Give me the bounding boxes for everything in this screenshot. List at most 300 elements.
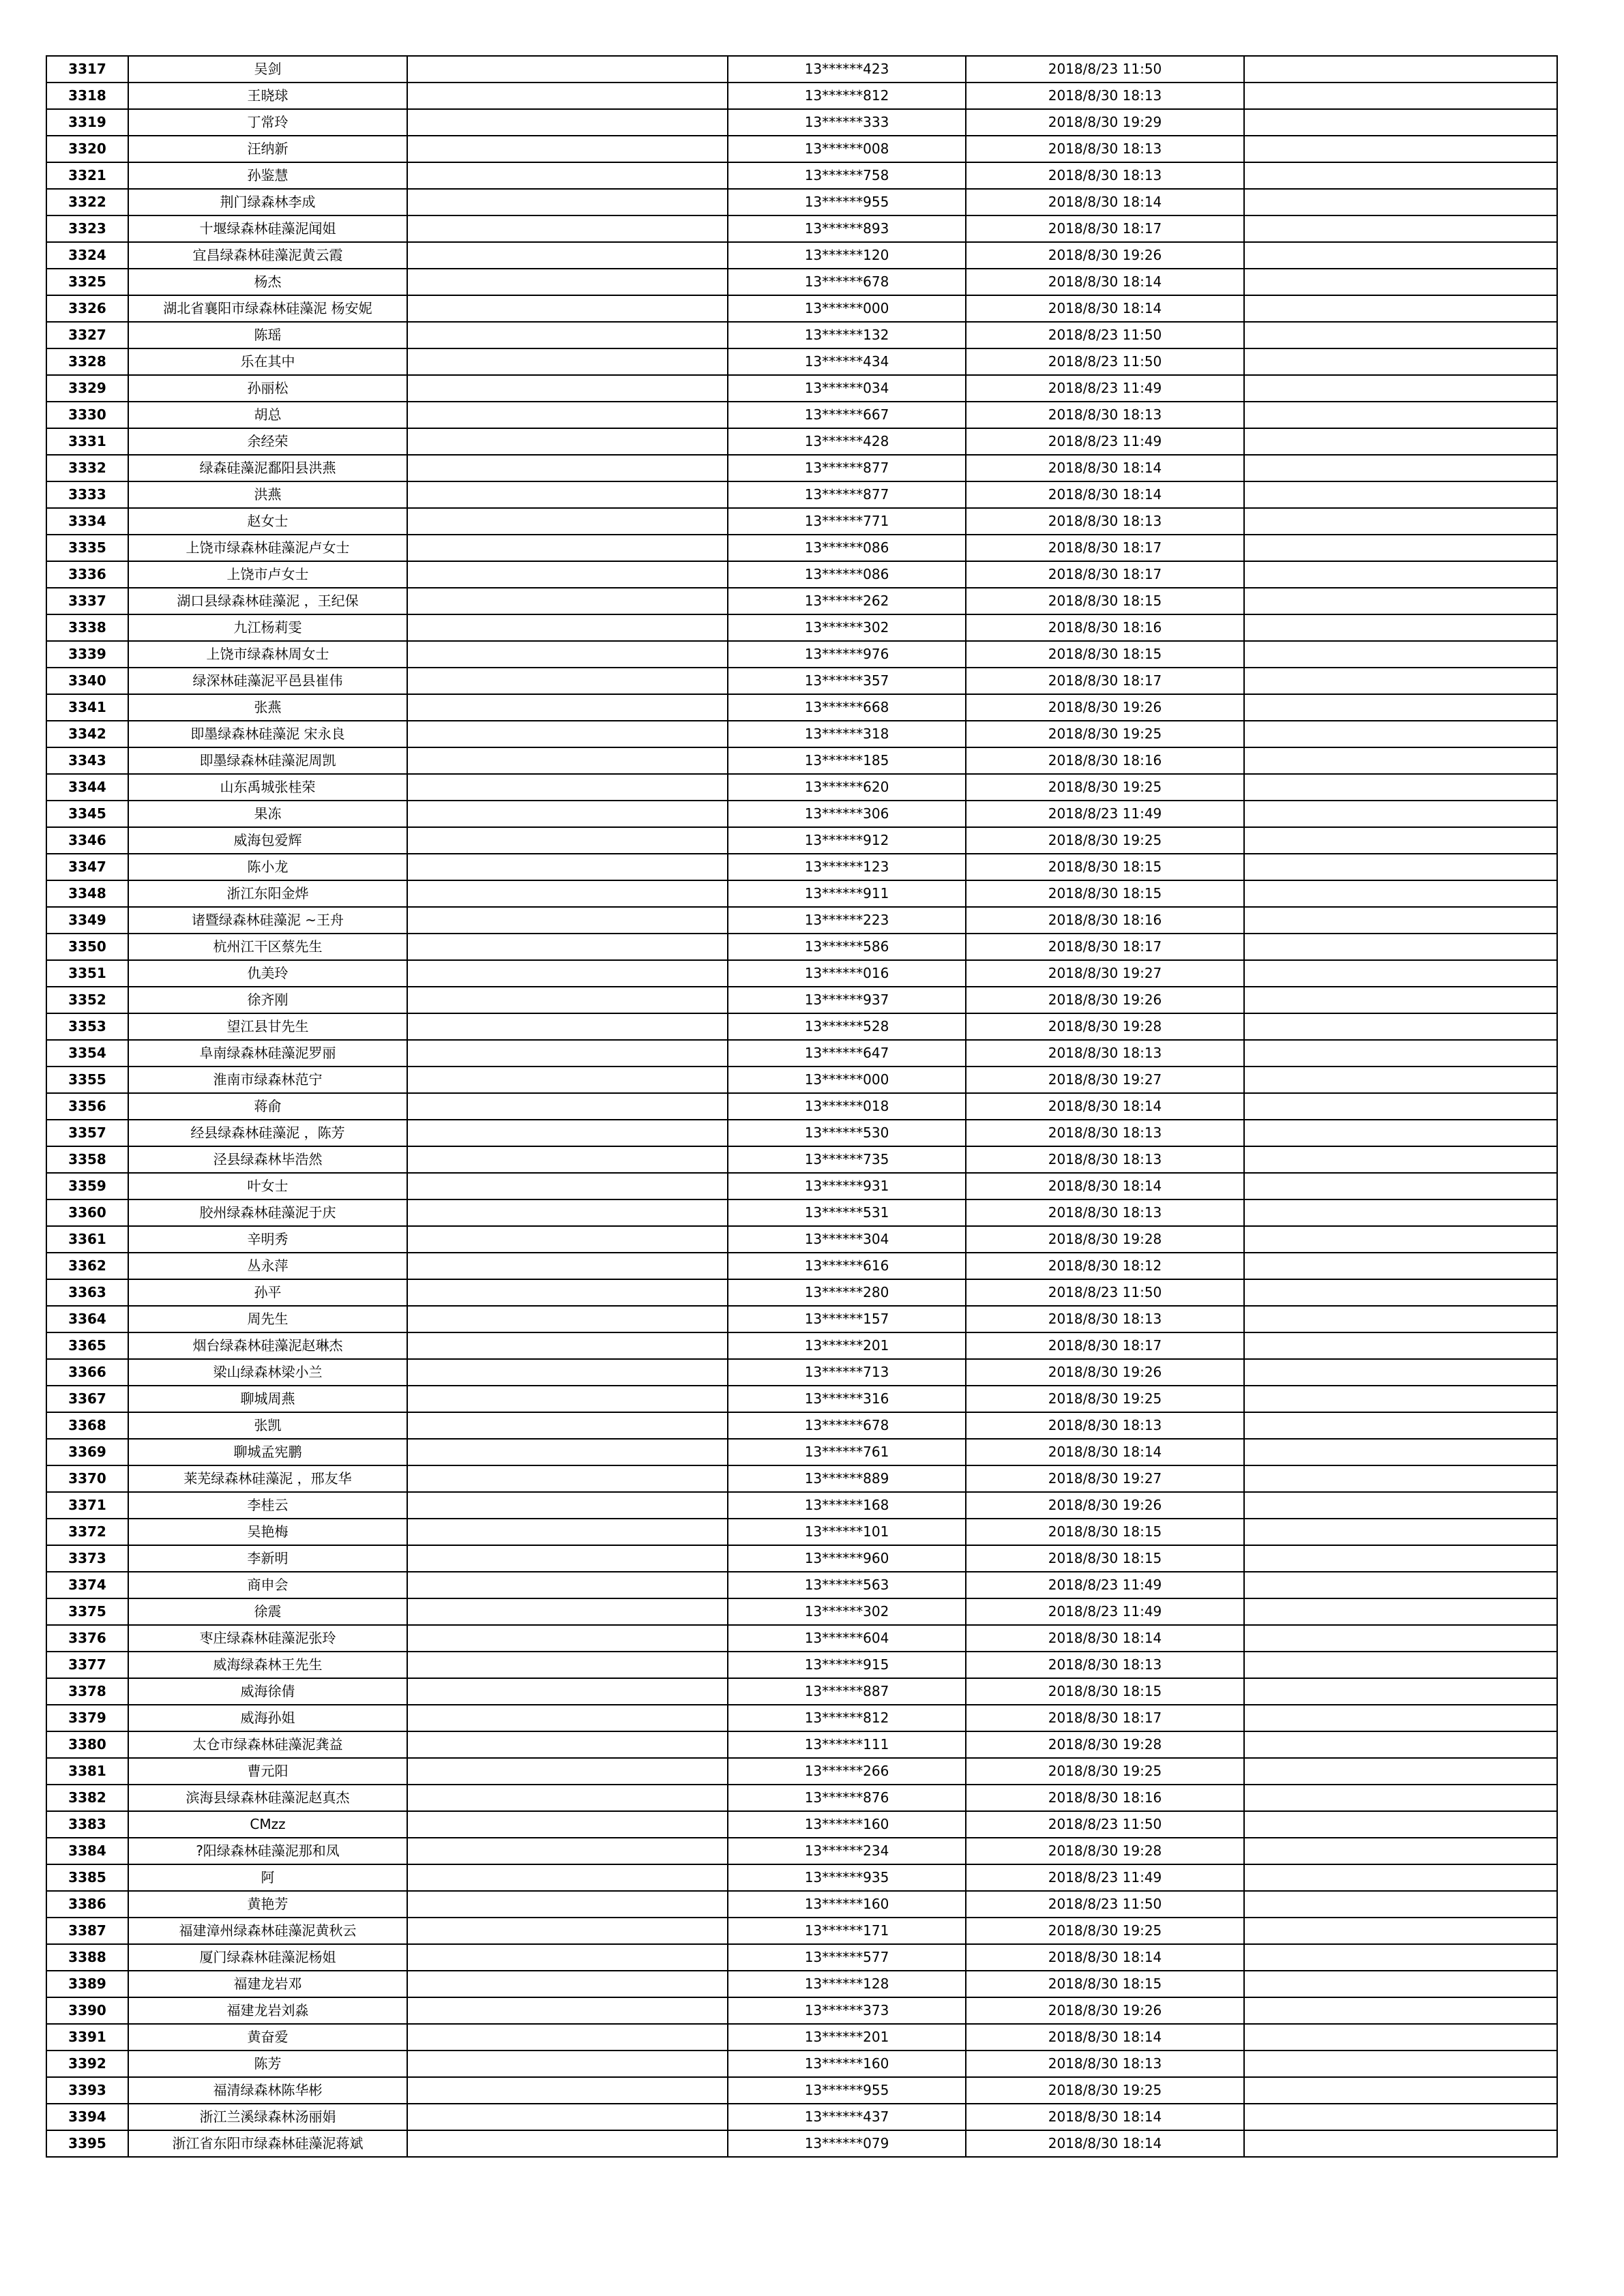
row-number-cell: 3355	[46, 1067, 128, 1093]
row-number-cell: 3363	[46, 1279, 128, 1306]
extra-cell	[1244, 535, 1557, 561]
table-row	[46, 1891, 1557, 1918]
table-row	[46, 189, 1557, 215]
name-cell: 太仓市绿森林硅藻泥龚益	[128, 1731, 407, 1758]
row-number-cell: 3354	[46, 1040, 128, 1067]
row-number-cell: 3329	[46, 375, 128, 402]
extra-cell	[1244, 109, 1557, 136]
extra-cell	[1244, 880, 1557, 907]
table-row	[46, 1439, 1557, 1465]
row-number-cell: 3383	[46, 1811, 128, 1838]
name-cell: 福建龙岩邓	[128, 1971, 407, 1997]
extra-cell	[1244, 348, 1557, 375]
extra-cell	[1244, 269, 1557, 295]
name-cell: 阜南绿森林硅藻泥罗丽	[128, 1040, 407, 1067]
name-cell: 胡总	[128, 402, 407, 428]
extra-cell	[1244, 747, 1557, 774]
extra-cell	[1244, 1811, 1557, 1838]
name-cell: 绿深林硅藻泥平邑县崔伟	[128, 668, 407, 694]
time-cell: 2018/8/30 18:15	[966, 1971, 1244, 1997]
phone-cell: 13******000	[728, 1067, 966, 1093]
note-cell	[407, 827, 728, 854]
phone-cell: 13******889	[728, 1465, 966, 1492]
note-cell	[407, 2024, 728, 2051]
row-number-cell: 3387	[46, 1918, 128, 1944]
extra-cell	[1244, 402, 1557, 428]
table-row	[46, 455, 1557, 481]
note-cell	[407, 747, 728, 774]
table-row	[46, 1997, 1557, 2024]
table-row	[46, 269, 1557, 295]
phone-cell: 13******955	[728, 2077, 966, 2104]
extra-cell	[1244, 295, 1557, 322]
table-row	[46, 2051, 1557, 2077]
extra-cell	[1244, 854, 1557, 880]
phone-cell: 13******333	[728, 109, 966, 136]
row-number-cell: 3343	[46, 747, 128, 774]
name-cell: 李新明	[128, 1545, 407, 1572]
name-cell: 张燕	[128, 694, 407, 721]
note-cell	[407, 1811, 728, 1838]
phone-cell: 13******877	[728, 455, 966, 481]
note-cell	[407, 242, 728, 269]
note-cell	[407, 1093, 728, 1120]
note-cell	[407, 1758, 728, 1785]
extra-cell	[1244, 428, 1557, 455]
name-cell: 浙江省东阳市绿森林硅藻泥蒋斌	[128, 2130, 407, 2157]
table-row	[46, 1838, 1557, 1864]
time-cell: 2018/8/30 18:13	[966, 1306, 1244, 1332]
time-cell: 2018/8/30 18:14	[966, 481, 1244, 508]
phone-cell: 13******086	[728, 535, 966, 561]
extra-cell	[1244, 960, 1557, 987]
time-cell: 2018/8/30 19:28	[966, 1838, 1244, 1864]
row-number-cell: 3395	[46, 2130, 128, 2157]
time-cell: 2018/8/30 19:26	[966, 1359, 1244, 1386]
time-cell: 2018/8/30 18:17	[966, 668, 1244, 694]
row-number-cell: 3317	[46, 56, 128, 83]
extra-cell	[1244, 907, 1557, 934]
table-row	[46, 1226, 1557, 1253]
row-number-cell: 3385	[46, 1864, 128, 1891]
row-number-cell: 3339	[46, 641, 128, 668]
table-row	[46, 375, 1557, 402]
row-number-cell: 3321	[46, 162, 128, 189]
time-cell: 2018/8/30 18:16	[966, 1785, 1244, 1811]
row-number-cell: 3344	[46, 774, 128, 801]
extra-cell	[1244, 1838, 1557, 1864]
name-cell: 徐震	[128, 1598, 407, 1625]
name-cell: 梁山绿森林梁小兰	[128, 1359, 407, 1386]
time-cell: 2018/8/30 18:16	[966, 614, 1244, 641]
extra-cell	[1244, 1997, 1557, 2024]
table-row	[46, 1067, 1557, 1093]
table-row	[46, 561, 1557, 588]
phone-cell: 13******185	[728, 747, 966, 774]
name-cell: 吴剑	[128, 56, 407, 83]
time-cell: 2018/8/30 18:15	[966, 854, 1244, 880]
time-cell: 2018/8/30 18:15	[966, 641, 1244, 668]
extra-cell	[1244, 1093, 1557, 1120]
extra-cell	[1244, 588, 1557, 614]
row-number-cell: 3342	[46, 721, 128, 747]
time-cell: 2018/8/30 18:13	[966, 508, 1244, 535]
extra-cell	[1244, 56, 1557, 83]
extra-cell	[1244, 1758, 1557, 1785]
note-cell	[407, 2130, 728, 2157]
phone-cell: 13******812	[728, 1705, 966, 1731]
phone-cell: 13******018	[728, 1093, 966, 1120]
table-row	[46, 1572, 1557, 1598]
table-row	[46, 535, 1557, 561]
note-cell	[407, 614, 728, 641]
table-row	[46, 1492, 1557, 1519]
note-cell	[407, 1412, 728, 1439]
extra-cell	[1244, 1146, 1557, 1173]
name-cell: 经县绿森林硅藻泥 ，陈芳	[128, 1120, 407, 1146]
name-cell: 福建龙岩刘淼	[128, 1997, 407, 2024]
table-row	[46, 854, 1557, 880]
note-cell	[407, 721, 728, 747]
phone-cell: 13******437	[728, 2104, 966, 2130]
extra-cell	[1244, 481, 1557, 508]
name-cell: 诸暨绿森林硅藻泥 ~王舟	[128, 907, 407, 934]
table-row	[46, 960, 1557, 987]
row-number-cell: 3346	[46, 827, 128, 854]
table-row	[46, 1332, 1557, 1359]
name-cell: 浙江兰溪绿森林汤丽娟	[128, 2104, 407, 2130]
extra-cell	[1244, 375, 1557, 402]
time-cell: 2018/8/23 11:49	[966, 1864, 1244, 1891]
row-number-cell: 3338	[46, 614, 128, 641]
note-cell	[407, 1146, 728, 1173]
extra-cell	[1244, 1864, 1557, 1891]
time-cell: 2018/8/23 11:50	[966, 1279, 1244, 1306]
extra-cell	[1244, 1545, 1557, 1572]
note-cell	[407, 1013, 728, 1040]
table-row	[46, 1199, 1557, 1226]
extra-cell	[1244, 1625, 1557, 1652]
table-row	[46, 481, 1557, 508]
name-cell: 张凯	[128, 1412, 407, 1439]
name-cell: 湖口县绿森林硅藻泥 ，王纪保	[128, 588, 407, 614]
extra-cell	[1244, 242, 1557, 269]
time-cell: 2018/8/30 19:26	[966, 1997, 1244, 2024]
row-number-cell: 3379	[46, 1705, 128, 1731]
note-cell	[407, 987, 728, 1013]
extra-cell	[1244, 641, 1557, 668]
time-cell: 2018/8/30 18:14	[966, 1173, 1244, 1199]
row-number-cell: 3320	[46, 136, 128, 162]
note-cell	[407, 1386, 728, 1412]
note-cell	[407, 1598, 728, 1625]
extra-cell	[1244, 1067, 1557, 1093]
row-number-cell: 3361	[46, 1226, 128, 1253]
phone-cell: 13******812	[728, 83, 966, 109]
row-number-cell: 3391	[46, 2024, 128, 2051]
row-number-cell: 3326	[46, 295, 128, 322]
table-row	[46, 136, 1557, 162]
name-cell: 十堰绿森林硅藻泥闻姐	[128, 215, 407, 242]
row-number-cell: 3378	[46, 1678, 128, 1705]
table-row	[46, 641, 1557, 668]
table-row	[46, 801, 1557, 827]
time-cell: 2018/8/30 18:15	[966, 1519, 1244, 1545]
note-cell	[407, 1838, 728, 1864]
row-number-cell: 3340	[46, 668, 128, 694]
extra-cell	[1244, 987, 1557, 1013]
note-cell	[407, 854, 728, 880]
row-number-cell: 3353	[46, 1013, 128, 1040]
name-cell: 望江县甘先生	[128, 1013, 407, 1040]
note-cell	[407, 1572, 728, 1598]
time-cell: 2018/8/30 18:14	[966, 2024, 1244, 2051]
phone-cell: 13******931	[728, 1173, 966, 1199]
time-cell: 2018/8/30 19:25	[966, 774, 1244, 801]
phone-cell: 13******877	[728, 481, 966, 508]
table-row	[46, 721, 1557, 747]
note-cell	[407, 1253, 728, 1279]
time-cell: 2018/8/30 19:25	[966, 1918, 1244, 1944]
note-cell	[407, 1891, 728, 1918]
time-cell: 2018/8/30 19:25	[966, 1758, 1244, 1785]
name-cell: 乐在其中	[128, 348, 407, 375]
phone-cell: 13******647	[728, 1040, 966, 1067]
extra-cell	[1244, 721, 1557, 747]
note-cell	[407, 1439, 728, 1465]
table-row	[46, 2077, 1557, 2104]
name-cell: 山东禹城张桂荣	[128, 774, 407, 801]
name-cell: CMzz	[128, 1811, 407, 1838]
note-cell	[407, 1067, 728, 1093]
extra-cell	[1244, 455, 1557, 481]
extra-cell	[1244, 694, 1557, 721]
extra-cell	[1244, 1013, 1557, 1040]
note-cell	[407, 1785, 728, 1811]
table-row	[46, 215, 1557, 242]
phone-cell: 13******434	[728, 348, 966, 375]
note-cell	[407, 295, 728, 322]
row-number-cell: 3347	[46, 854, 128, 880]
note-cell	[407, 428, 728, 455]
table-row	[46, 1386, 1557, 1412]
name-cell: 陈芳	[128, 2051, 407, 2077]
phone-cell: 13******912	[728, 827, 966, 854]
phone-cell: 13******160	[728, 1811, 966, 1838]
name-cell: 余经荣	[128, 428, 407, 455]
time-cell: 2018/8/30 18:13	[966, 1199, 1244, 1226]
table-row	[46, 1173, 1557, 1199]
row-number-cell: 3331	[46, 428, 128, 455]
table-row	[46, 2130, 1557, 2157]
time-cell: 2018/8/30 18:14	[966, 1439, 1244, 1465]
note-cell	[407, 1040, 728, 1067]
extra-cell	[1244, 1944, 1557, 1971]
name-cell: 九江杨莉雯	[128, 614, 407, 641]
row-number-cell: 3356	[46, 1093, 128, 1120]
table-row	[46, 1040, 1557, 1067]
extra-cell	[1244, 934, 1557, 960]
note-cell	[407, 694, 728, 721]
time-cell: 2018/8/30 18:13	[966, 162, 1244, 189]
time-cell: 2018/8/30 18:15	[966, 880, 1244, 907]
time-cell: 2018/8/30 18:14	[966, 189, 1244, 215]
phone-cell: 13******937	[728, 987, 966, 1013]
name-cell: 周先生	[128, 1306, 407, 1332]
note-cell	[407, 1731, 728, 1758]
note-cell	[407, 1918, 728, 1944]
phone-cell: 13******160	[728, 2051, 966, 2077]
extra-cell	[1244, 1120, 1557, 1146]
name-cell: 威海包爱辉	[128, 827, 407, 854]
table-row	[46, 880, 1557, 907]
extra-cell	[1244, 1705, 1557, 1731]
table-row	[46, 1785, 1557, 1811]
table-row	[46, 694, 1557, 721]
row-number-cell: 3370	[46, 1465, 128, 1492]
extra-cell	[1244, 322, 1557, 348]
note-cell	[407, 1997, 728, 2024]
row-number-cell: 3330	[46, 402, 128, 428]
row-number-cell: 3384	[46, 1838, 128, 1864]
row-number-cell: 3368	[46, 1412, 128, 1439]
table-row	[46, 588, 1557, 614]
row-number-cell: 3357	[46, 1120, 128, 1146]
time-cell: 2018/8/30 18:14	[966, 2104, 1244, 2130]
row-number-cell: 3390	[46, 1997, 128, 2024]
extra-cell	[1244, 827, 1557, 854]
time-cell: 2018/8/30 19:27	[966, 1465, 1244, 1492]
row-number-cell: 3360	[46, 1199, 128, 1226]
time-cell: 2018/8/30 18:14	[966, 269, 1244, 295]
note-cell	[407, 402, 728, 428]
time-cell: 2018/8/30 19:27	[966, 1067, 1244, 1093]
note-cell	[407, 56, 728, 83]
table-row	[46, 907, 1557, 934]
phone-cell: 13******201	[728, 1332, 966, 1359]
extra-cell	[1244, 1332, 1557, 1359]
row-number-cell: 3322	[46, 189, 128, 215]
time-cell: 2018/8/30 18:14	[966, 2130, 1244, 2157]
extra-cell	[1244, 2077, 1557, 2104]
name-cell: 王晓球	[128, 83, 407, 109]
extra-cell	[1244, 1173, 1557, 1199]
extra-cell	[1244, 1918, 1557, 1944]
phone-cell: 13******423	[728, 56, 966, 83]
name-cell: 威海徐倩	[128, 1678, 407, 1705]
phone-cell: 13******123	[728, 854, 966, 880]
time-cell: 2018/8/30 18:13	[966, 402, 1244, 428]
name-cell: 丁常玲	[128, 109, 407, 136]
table-row	[46, 1013, 1557, 1040]
table-row	[46, 1598, 1557, 1625]
table-row	[46, 1412, 1557, 1439]
time-cell: 2018/8/30 19:25	[966, 2077, 1244, 2104]
table-row	[46, 83, 1557, 109]
note-cell	[407, 375, 728, 402]
note-cell	[407, 2104, 728, 2130]
phone-cell: 13******302	[728, 1598, 966, 1625]
table-row	[46, 1758, 1557, 1785]
extra-cell	[1244, 1279, 1557, 1306]
extra-cell	[1244, 1306, 1557, 1332]
table-row	[46, 428, 1557, 455]
row-number-cell: 3323	[46, 215, 128, 242]
phone-cell: 13******616	[728, 1253, 966, 1279]
name-cell: 滨海县绿森林硅藻泥赵真杰	[128, 1785, 407, 1811]
extra-cell	[1244, 2024, 1557, 2051]
table-row	[46, 1625, 1557, 1652]
table-row	[46, 242, 1557, 269]
phone-cell: 13******604	[728, 1625, 966, 1652]
row-number-cell: 3364	[46, 1306, 128, 1332]
table-row	[46, 774, 1557, 801]
phone-cell: 13******667	[728, 402, 966, 428]
table-row	[46, 1811, 1557, 1838]
extra-cell	[1244, 801, 1557, 827]
extra-cell	[1244, 614, 1557, 641]
time-cell: 2018/8/30 19:28	[966, 1731, 1244, 1758]
extra-cell	[1244, 215, 1557, 242]
name-cell: 吴艳梅	[128, 1519, 407, 1545]
row-number-cell: 3388	[46, 1944, 128, 1971]
extra-cell	[1244, 774, 1557, 801]
extra-cell	[1244, 1519, 1557, 1545]
phone-cell: 13******280	[728, 1279, 966, 1306]
extra-cell	[1244, 189, 1557, 215]
phone-cell: 13******316	[728, 1386, 966, 1412]
phone-cell: 13******678	[728, 269, 966, 295]
row-number-cell: 3336	[46, 561, 128, 588]
time-cell: 2018/8/23 11:50	[966, 348, 1244, 375]
time-cell: 2018/8/30 19:25	[966, 721, 1244, 747]
phone-cell: 13******171	[728, 1918, 966, 1944]
name-cell: 叶女士	[128, 1173, 407, 1199]
phone-cell: 13******668	[728, 694, 966, 721]
time-cell: 2018/8/23 11:50	[966, 322, 1244, 348]
note-cell	[407, 83, 728, 109]
table-row	[46, 1705, 1557, 1731]
phone-cell: 13******761	[728, 1439, 966, 1465]
table-row	[46, 1545, 1557, 1572]
note-cell	[407, 1864, 728, 1891]
phone-cell: 13******531	[728, 1199, 966, 1226]
phone-cell: 13******911	[728, 880, 966, 907]
extra-cell	[1244, 1785, 1557, 1811]
name-cell: 威海绿森林王先生	[128, 1652, 407, 1678]
name-cell: 阿	[128, 1864, 407, 1891]
table-row	[46, 508, 1557, 535]
extra-cell	[1244, 2051, 1557, 2077]
row-number-cell: 3373	[46, 1545, 128, 1572]
note-cell	[407, 1226, 728, 1253]
row-number-cell: 3345	[46, 801, 128, 827]
row-number-cell: 3377	[46, 1652, 128, 1678]
phone-cell: 13******266	[728, 1758, 966, 1785]
name-cell: 浙江东阳金烨	[128, 880, 407, 907]
extra-cell	[1244, 1412, 1557, 1439]
extra-cell	[1244, 561, 1557, 588]
name-cell: 黄奋爱	[128, 2024, 407, 2051]
time-cell: 2018/8/30 18:17	[966, 561, 1244, 588]
phone-cell: 13******086	[728, 561, 966, 588]
name-cell: 福清绿森林陈华彬	[128, 2077, 407, 2104]
time-cell: 2018/8/30 18:15	[966, 1545, 1244, 1572]
extra-cell	[1244, 1598, 1557, 1625]
time-cell: 2018/8/23 11:49	[966, 428, 1244, 455]
time-cell: 2018/8/23 11:50	[966, 1811, 1244, 1838]
phone-cell: 13******915	[728, 1652, 966, 1678]
